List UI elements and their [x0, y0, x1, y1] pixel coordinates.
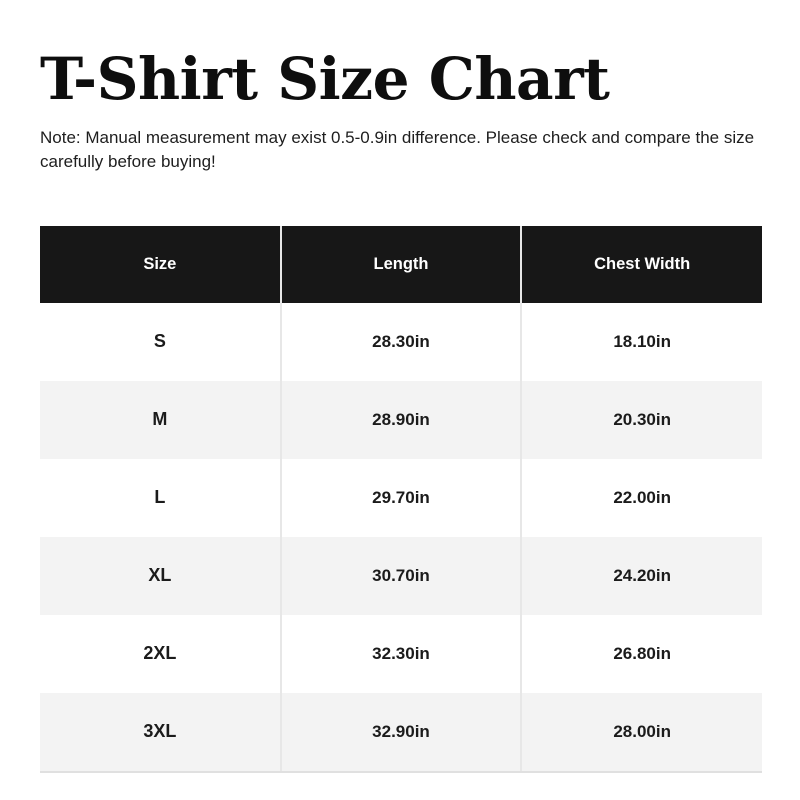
length-value: 32.30in — [281, 615, 522, 693]
note-text: Note: Manual measurement may exist 0.5-0.9in difference. Please check and compare the size carefully before buying! — [40, 127, 755, 171]
column-header-length: Length — [281, 226, 522, 303]
table-row — [40, 615, 762, 693]
table-row — [40, 303, 762, 381]
size-table — [40, 226, 762, 773]
size-value: 2XL — [40, 615, 281, 693]
chest-width-value: 18.10in — [521, 303, 762, 381]
length-value: 29.70in — [281, 459, 522, 537]
chest-width-value: 22.00in — [521, 459, 762, 537]
column-header-size: Size — [40, 226, 281, 303]
length-value: 28.90in — [281, 381, 522, 459]
table-row — [40, 693, 762, 772]
size-value: L — [40, 459, 281, 537]
column-header-chest-width: Chest Width — [521, 226, 762, 303]
size-value: S — [40, 303, 281, 381]
table-row — [40, 381, 762, 459]
length-value: 32.90in — [281, 693, 522, 772]
chest-width-value: 20.30in — [521, 381, 762, 459]
chest-width-value: 26.80in — [521, 615, 762, 693]
size-value: M — [40, 381, 281, 459]
chest-width-value: 28.00in — [521, 693, 762, 772]
table-header — [40, 226, 762, 303]
table-header-row — [40, 226, 762, 303]
table-row — [40, 459, 762, 537]
length-value: 28.30in — [281, 303, 522, 381]
table-body — [40, 303, 762, 772]
page-title: T-Shirt Size Chart — [40, 45, 610, 113]
chest-width-value: 24.20in — [521, 537, 762, 615]
table-row — [40, 537, 762, 615]
size-value: XL — [40, 537, 281, 615]
length-value: 30.70in — [281, 537, 522, 615]
size-value: 3XL — [40, 693, 281, 772]
